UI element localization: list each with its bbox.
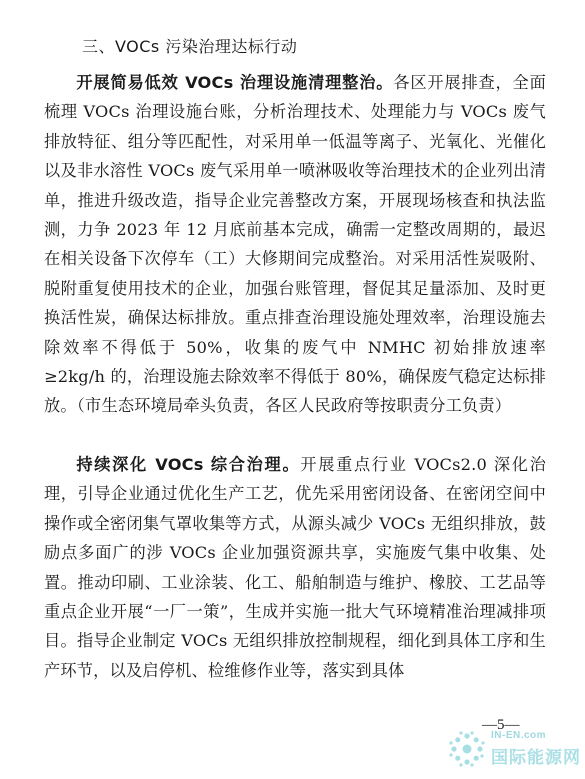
watermark-site-cn: 国际能源网 (491, 748, 581, 768)
leaf-dot-ring-icon (447, 729, 487, 769)
paragraph-lead: 开展简易低效 VOCs 治理设施清理整治。 (76, 73, 394, 92)
paragraph-body: 各区开展排查，全面梳理 VOCs 治理设施台账，分析治理技术、处理能力与 VOCs 废气排放特征、组分等匹配性，对采用单一低温等离子、光氧化、光催化以及非水溶性 VOCs 废气采用单一喷淋吸收等治理技术的企业列出清单，推进升级改造，指导企业完善整改方案，开展现场核查和执法监测，力争 2023 年 12 月底前基本完成，确需一定整改周期的，最迟在相关设备下次停车（工）大修期间完成整治。对采用活性炭吸附、脱附重复使用技术的企业，加强台账管理，督促其足量添加、及时更换活性炭，确保达标排放。重点排查治理设施处理效率，治理设施去除效率不得低于 50%，收集的废气中 NMHC 初始排放速率 ≥2kg/h 的，治理设施去除效率不得低于 80%，确保废气稳定达标排放。（市生态环境局牵头负责，各区人民政府等按职责分工负责） (44, 73, 546, 416)
page-number: —5— (482, 717, 520, 733)
paragraph-lead: 持续深化 VOCs 综合治理。 (76, 455, 301, 474)
watermark (447, 727, 581, 771)
paragraph-voc-facility-cleanup (44, 68, 546, 421)
paragraph-voc-comprehensive-treatment (44, 450, 546, 685)
section-heading: 三、VOCs 污染治理达标行动 (82, 37, 298, 56)
watermark-site-en: IN-EN.com (491, 730, 547, 741)
paragraph-body: 开展重点行业 VOCs2.0 深化治理，引导企业通过优化生产工艺，优先采用密闭设备、在密闭空间中操作或全密闭集气罩收集等方式，从源头减少 VOCs 无组织排放，鼓励点多面广的涉 VOCs 企业加强资源共享，实施废气集中收集、处置。推动印刷、工业涂装、化工、船舶制造与维护、橡胶、工艺品等重点企业开展“一厂一策”，生成并实施一批大气环境精准治理减排项目。指导企业制定 VOCs 无组织排放控制规程，细化到具体工序和生产环节，以及启停机、检维修作业等，落实到具体 (44, 455, 546, 680)
